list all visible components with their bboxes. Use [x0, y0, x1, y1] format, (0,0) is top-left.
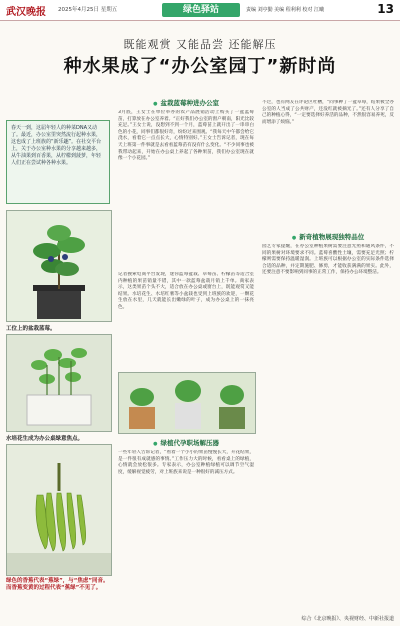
- page-number: 13: [377, 2, 394, 16]
- peanut-sprouts-icon: [7, 335, 111, 431]
- body-column-5: 园艺专家提醒，在办公室种植果树需要注意光照和通风条件，不同的果树对环境要求不同。蓝莓喜酸性土壤，需要充足光照；柠檬则需要保持温暖湿润。上班族可以根据办公室的实际条件选择合适的品种，并定期施肥、修剪，才能收获满满的果实。此外，还要注意不要影响到同事的正常工作，保持办公环境整洁。: [262, 244, 394, 276]
- blueberry-plant-icon: [7, 211, 111, 321]
- office-plants-icon: [119, 373, 255, 433]
- body-column-1: 3月底，王女士在单位举办的农产品展销活动上购买了一盆蓝莓苗，打算放在办公室养着。“正好我们办公室的窗户朝南，阳光比较充足。”王女士说，没想到不到一个月，蓝莓苗上就开出了一串串白色的小花，同事们都很好奇，纷纷过来围观。“我每天中午都会给它浇水，看着它一点点长大，心情特别好。”王女士告诉记者，现在每天上班第一件事就是去看看蓝莓苗有没有什么变化。“不少同事也被我带动起来，开始在办公桌上养起了各种果苗，我们办公室现在就像一个小花园。”: [118, 110, 254, 162]
- body-column-2: 记者搜索电商平台发现，迷你蓝莓盆栽、草莓苗、柠檬苗等适合室内种植的果苗销量不错，其中一款蓝莓盆栽月销上千单。商家表示，这类果苗个头不大，适合放在办公桌或窗台上，既能观赏又能结果。水培花生、水培红薯等小盆栽也受到上班族的欢迎，一颗花生放在水里，几天就能长出嫩绿的叶子，成为办公桌上的一抹亮色。: [118, 272, 254, 310]
- subhead-1: ● 盆栽蓝莓种进办公室: [118, 98, 254, 107]
- lede-box: 春天一到，这届年轻人的种菜DNA又动了。最近，办公室里突然流行起种水果，这也成了上班族的“新乐趣”。在社交平台上，关于办公室种水果的分享越来越多，从牛油果到百香果，从柠檬到菠萝，年轻人们正在尝试种各种水果。: [6, 120, 110, 204]
- editor-credits: 责编 刘亭勤 美编 程利利 校对 江曦: [246, 7, 324, 13]
- article-title: 种水果成了“办公室园丁”新时尚: [63, 56, 337, 77]
- source-byline: 综合《北京晚报》、央视财经、中新社报道: [301, 616, 394, 622]
- subhead-2: ● 绿植代孕职场解压器: [118, 438, 254, 447]
- section-banner: 绿色驿站: [162, 3, 240, 17]
- photo-blueberry: [6, 210, 112, 322]
- banana-bunch-icon: [7, 445, 111, 575]
- body-column-4: 不过，也有网友在评论区吐槽，“同事种了一盆草莓，结果被全办公室的人当成了公共财产，还没红就被摘光了。”还有人分享了自己的种植心得，“一定要选择好养活的品种，不然很容易养死，反而增添了烦恼。”: [262, 100, 394, 125]
- caption-blueberry: 工位上的盆栽蓝莓。: [6, 326, 56, 332]
- newspaper-logo: 武汉晚报: [6, 7, 46, 18]
- photo-office-plants: [118, 372, 256, 434]
- photo-banana: [6, 444, 112, 576]
- body-column-3: 一些年轻人告诉记者，“看着一个小小的果苗慢慢长大，开花结果，是一件很有成就感的事情。”工作压力大的时候，看看桌上的绿植，心情就会放松很多。专家表示，办公室种植绿植可以调节空气湿度，缓解视觉疲劳，对上班族来说是一种很好的减压方式。: [118, 450, 254, 475]
- caption-banana: 绿色的香蕉代表“蕉绿”，与“焦虑”同音。而香蕉变黄的过程代表“蕉绿”不见了。: [6, 578, 109, 591]
- page-header: [0, 0, 400, 21]
- subhead-3: ● 新奇植物展现独特品位: [262, 232, 394, 241]
- issue-date: 2025年4月25日 星期五: [58, 7, 118, 13]
- photo-peanut: [6, 334, 112, 432]
- article-kicker: 既能观赏 又能品尝 还能解压: [123, 38, 277, 51]
- caption-peanut: 水培花生成为办公桌绿意焦点。: [6, 436, 84, 442]
